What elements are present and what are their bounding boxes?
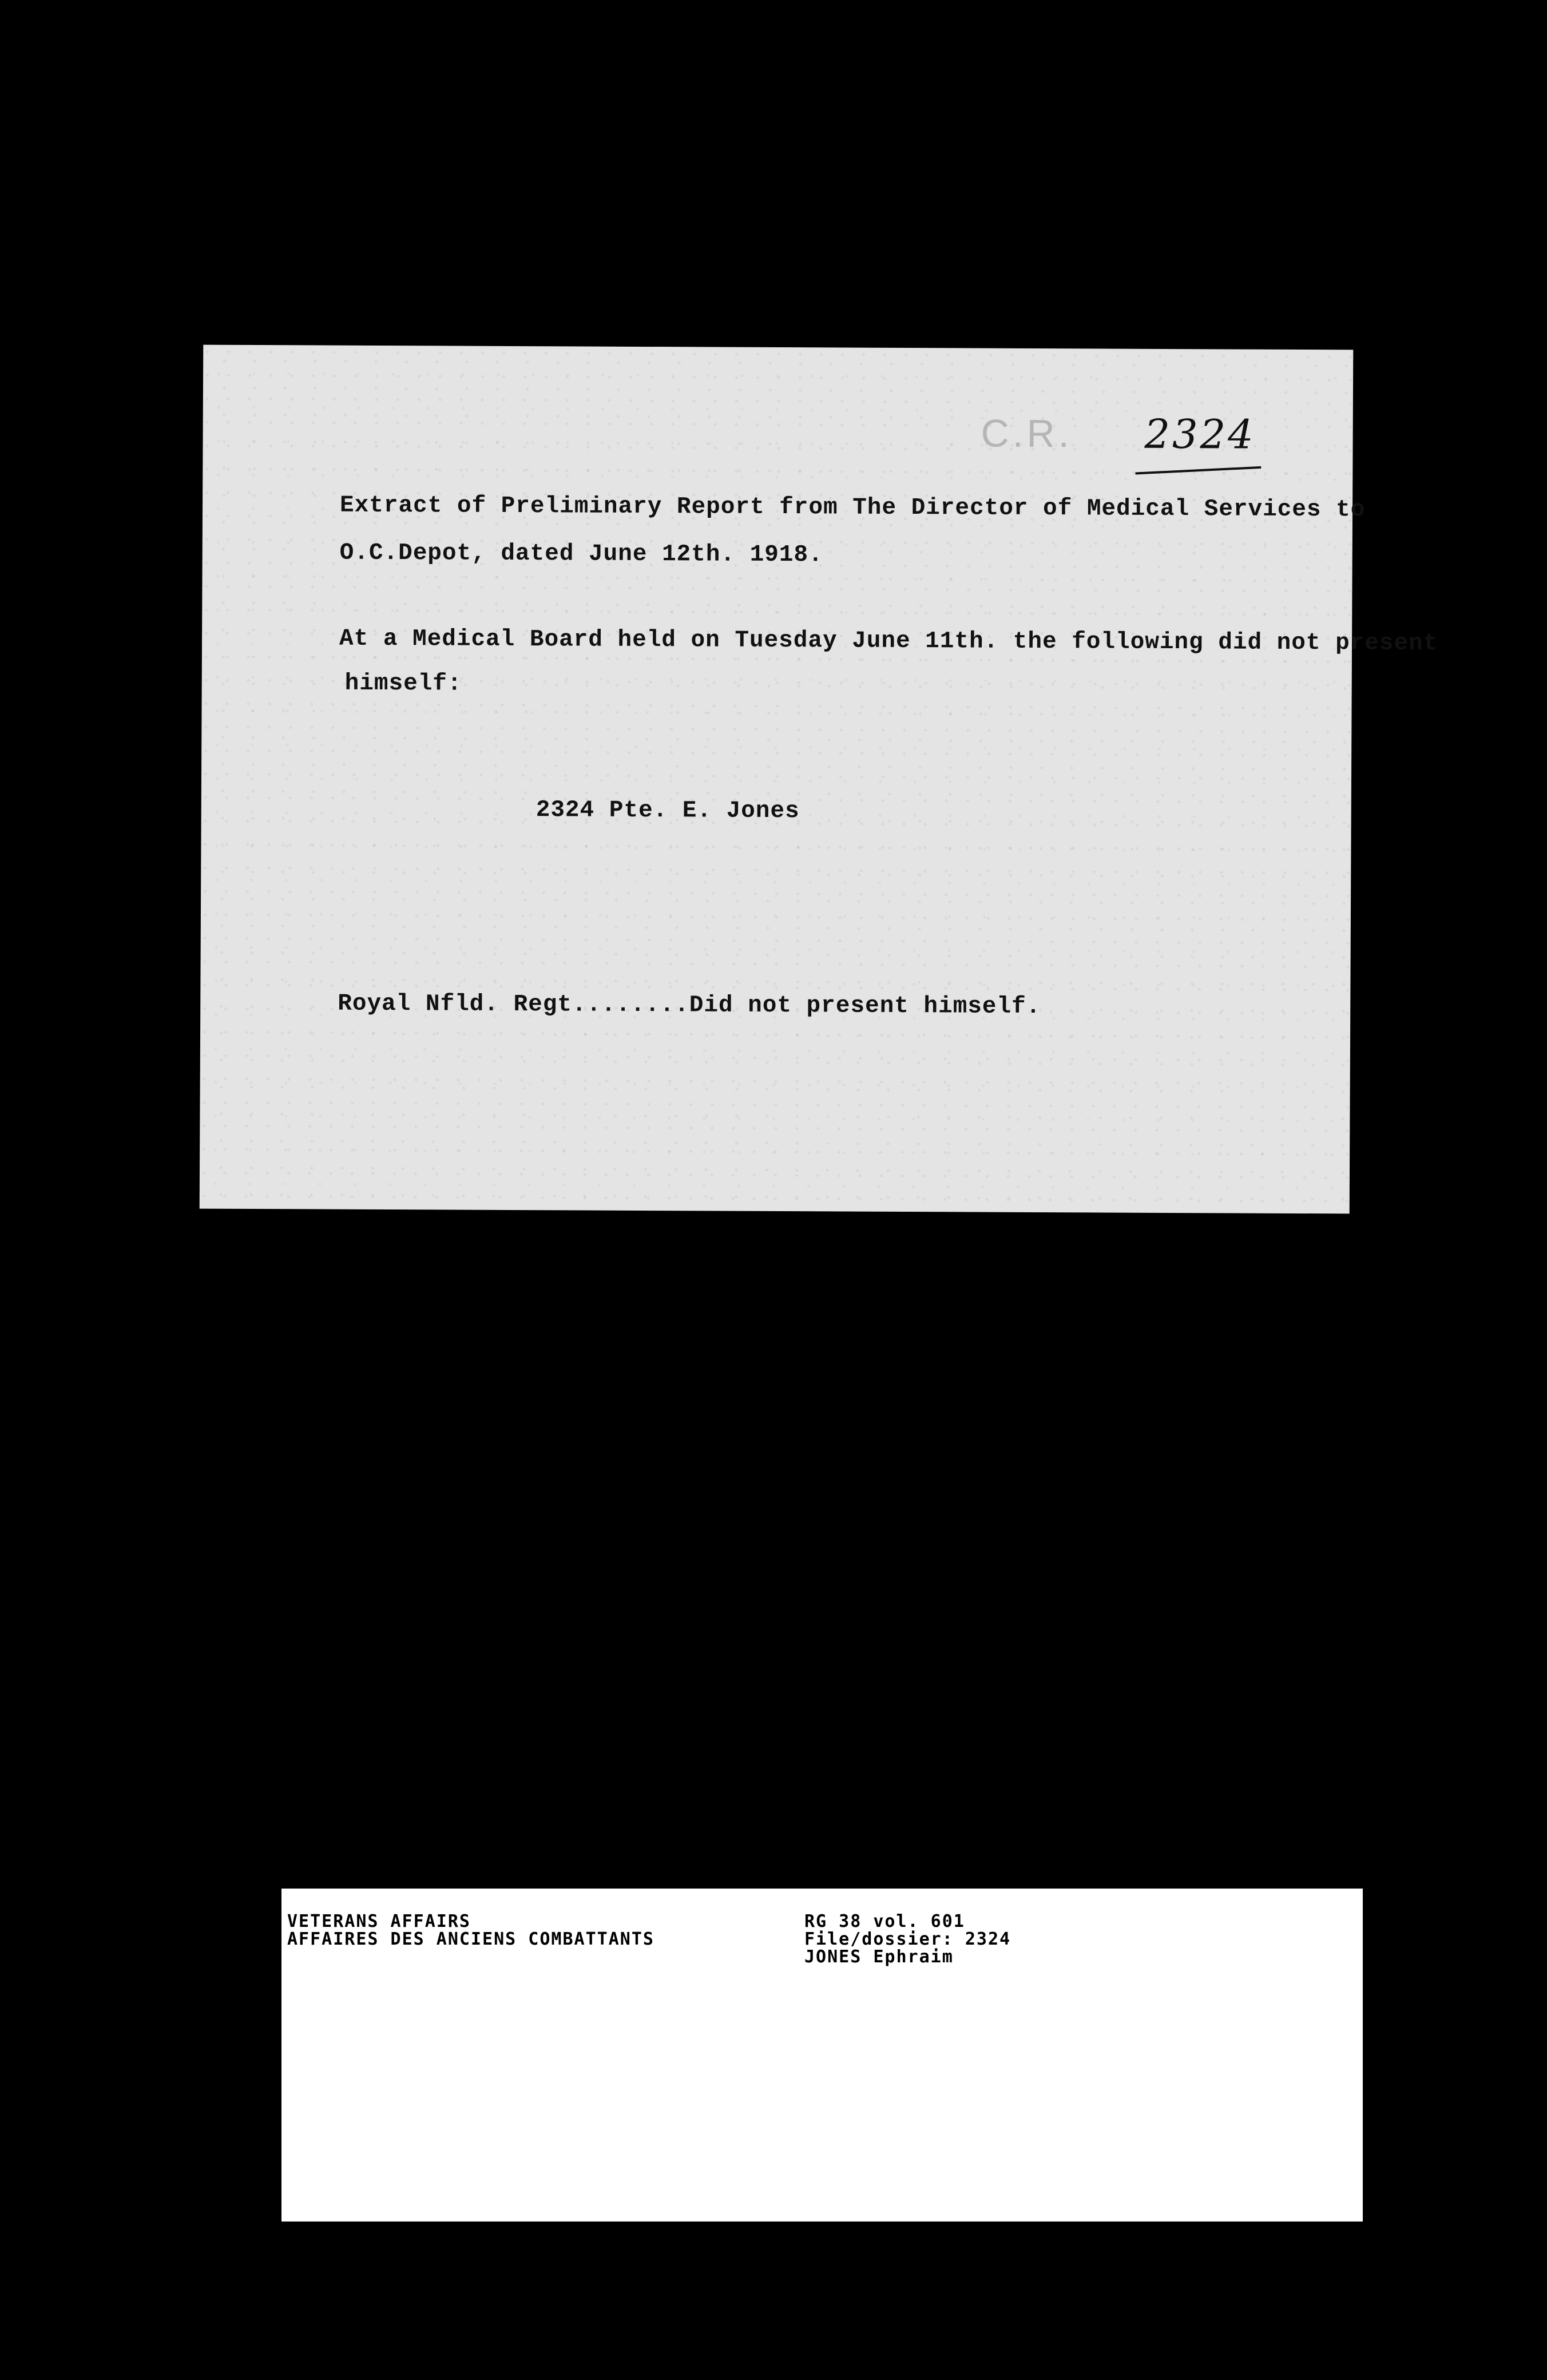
document-page [200, 345, 1438, 1214]
report-heading-line-2: O.C.Depot, dated June 12th. 1918. [339, 540, 823, 569]
label-file-number: File/dossier: 2324 [804, 1929, 1011, 1949]
report-heading-line-1: Extract of Preliminary Report from The Director of Medical Services to [339, 492, 1366, 523]
label-person-name: JONES Ephraim [804, 1947, 954, 1967]
label-reference: RG 38 vol. 601 [804, 1911, 965, 1931]
cr-stamp: C.R. [981, 411, 1073, 456]
handwritten-number: 2324 [1144, 410, 1256, 458]
label-org-english: VETERANS AFFAIRS [287, 1911, 471, 1931]
regiment-status-line: Royal Nfld. Regt........Did not present himself. [338, 990, 1041, 1021]
handwritten-underline [1135, 466, 1261, 475]
archive-label-card [281, 1889, 1363, 2222]
report-body-line-2: himself: [344, 670, 462, 697]
soldier-entry: 2324 Pte. E. Jones [536, 797, 800, 825]
report-body-line-1: At a Medical Board held on Tuesday June 11th. the following did not present [339, 625, 1438, 657]
label-org-french: AFFAIRES DES ANCIENS COMBATTANTS [287, 1929, 654, 1949]
